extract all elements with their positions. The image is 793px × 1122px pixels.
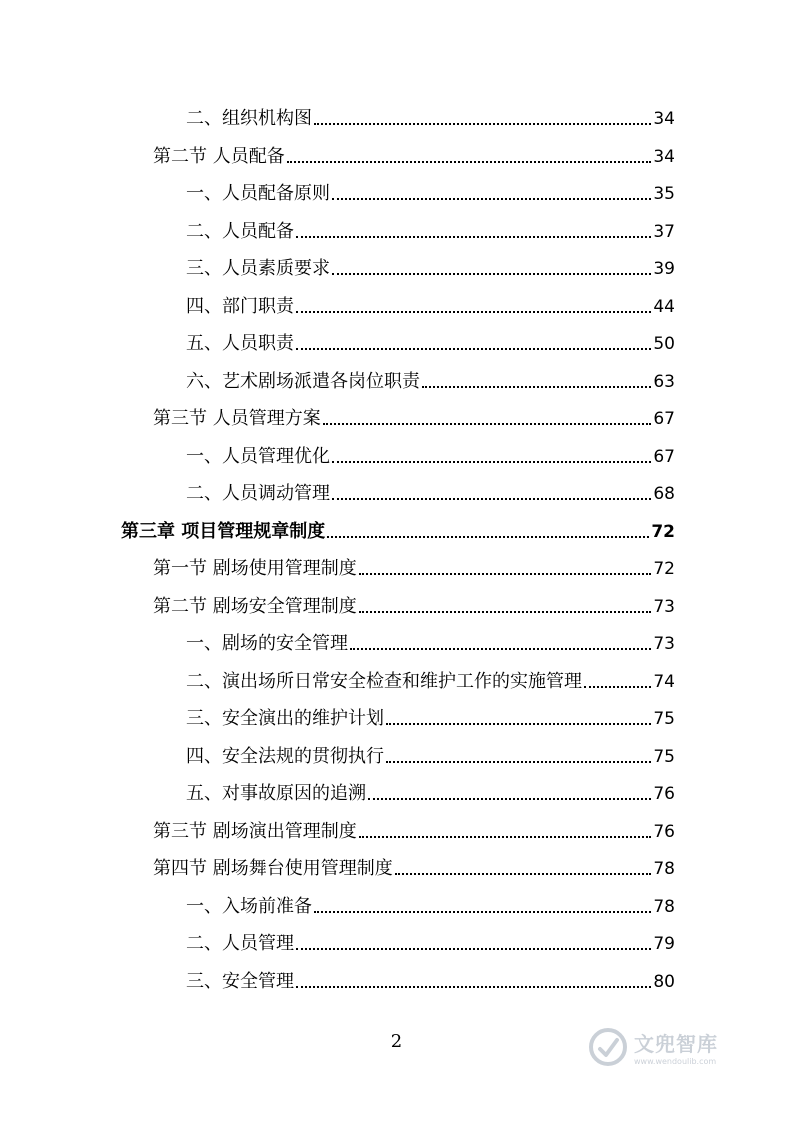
toc-entry-section[interactable] [153,138,675,168]
toc-entry-section[interactable] [153,813,675,843]
toc-entry-label: 第三章 项目管理规章制度 [121,520,326,542]
toc-entry-page: 34 [653,146,675,167]
toc-entry-item[interactable] [186,475,675,505]
toc-dot-leader [332,198,651,200]
toc-dot-leader [314,911,651,913]
toc-entry-label: 二、演出场所日常安全检查和维护工作的实施管理 [186,670,582,692]
toc-entry-page: 67 [653,409,675,429]
toc-entry-item[interactable] [186,963,675,993]
toc-entry-item[interactable] [186,213,675,243]
toc-entry-label: 五、人员职责 [186,333,294,354]
toc-entry-label: 二、组织机构图 [186,108,312,129]
toc-dot-leader [323,423,652,425]
toc-entry-page: 50 [653,334,675,354]
toc-dot-leader [296,311,651,313]
toc-dot-leader [386,723,651,725]
toc-entry-page: 44 [653,296,675,317]
toc-entry-label: 四、安全法规的贯彻执行 [186,745,384,767]
toc-entry-label: 一、人员管理优化 [186,445,330,467]
toc-entry-item[interactable] [186,100,675,130]
toc-dot-leader [359,611,652,613]
toc-entry-page: 34 [653,109,675,129]
toc-entry-item[interactable] [186,775,675,805]
toc-entry-label: 三、安全演出的维护计划 [186,708,384,729]
toc-entry-page: 63 [653,371,675,392]
toc-entry-item[interactable] [186,250,675,280]
toc-dot-leader [287,161,652,163]
toc-dot-leader [386,761,651,763]
toc-entry-section[interactable] [153,400,675,430]
toc-entry-label: 第三节 人员管理方案 [153,408,321,429]
toc-entry-item[interactable] [186,363,675,393]
toc-entry-label: 三、人员素质要求 [186,258,330,279]
toc-entry-page: 68 [653,484,675,504]
toc-entry-label: 三、安全管理 [186,970,294,992]
toc-entry-page: 78 [653,896,675,917]
toc-entry-page: 80 [653,971,675,992]
toc-entry-page: 79 [653,934,675,954]
toc-dot-leader [350,648,651,650]
toc-entry-item[interactable] [186,288,675,318]
toc-entry-label: 一、入场前准备 [186,895,312,917]
toc-entry-page: 75 [653,746,675,767]
toc-entry-page: 78 [653,859,675,879]
toc-entry-label: 五、对事故原因的追溯 [186,783,366,804]
toc-entry-page: 73 [653,596,675,617]
toc-entry-page: 73 [653,634,675,654]
toc-entry-item[interactable] [186,700,675,730]
toc-entry-item[interactable] [186,738,675,768]
page-number: 2 [390,1031,403,1052]
toc-dot-leader [422,386,651,388]
watermark [588,1022,758,1072]
toc-entry-label: 第二节 剧场安全管理制度 [153,595,357,617]
toc-entry-label: 一、人员配备原则 [186,183,330,204]
toc-dot-leader [359,573,652,575]
toc-entry-label: 一、剧场的安全管理 [186,633,348,654]
toc-dot-leader [296,348,651,350]
toc-entry-page: 75 [653,709,675,729]
toc-dot-leader [332,461,651,463]
toc-entry-item[interactable] [186,925,675,955]
toc-entry-item[interactable] [186,325,675,355]
toc-dot-leader [296,236,651,238]
toc-entry-item[interactable] [186,663,675,693]
toc-entry-item[interactable] [186,438,675,468]
toc-entry-chapter[interactable] [121,513,675,543]
toc-entry-page: 67 [653,446,675,467]
toc-dot-leader [296,986,651,988]
toc-dot-leader [395,873,652,875]
toc-entry-label: 第二节 人员配备 [153,145,285,167]
toc-entry-label: 六、艺术剧场派遣各岗位职责 [186,370,420,392]
toc-dot-leader [332,498,651,500]
toc-entry-label: 第三节 剧场演出管理制度 [153,820,357,842]
watermark-url: www.wendoulib.com [634,1057,717,1066]
toc-entry-section[interactable] [153,550,675,580]
toc-entry-section[interactable] [153,588,675,618]
toc-entry-page: 37 [653,221,675,242]
toc-entry-label: 二、人员调动管理 [186,483,330,504]
toc-dot-leader [584,686,651,688]
toc-entry-item[interactable] [186,625,675,655]
toc-dot-leader [314,123,651,125]
toc-entry-page: 76 [653,784,675,804]
toc-entry-page: 74 [653,671,675,692]
toc-dot-leader [327,536,649,538]
toc-dot-leader [296,948,651,950]
toc-entry-label: 第一节 剧场使用管理制度 [153,558,357,579]
toc-entry-page: 72 [653,559,675,579]
watermark-logo-icon [588,1027,628,1067]
toc-dot-leader [368,798,651,800]
toc-entry-item[interactable] [186,888,675,918]
toc-entry-page: 76 [653,821,675,842]
toc-entry-label: 二、人员配备 [186,220,294,242]
toc-entry-page: 35 [653,184,675,204]
toc-entry-page: 72 [651,521,675,542]
toc-entry-label: 第四节 剧场舞台使用管理制度 [153,858,393,879]
toc-entry-section[interactable] [153,850,675,880]
toc-entry-label: 四、部门职责 [186,295,294,317]
toc-dot-leader [359,836,652,838]
toc-entry-item[interactable] [186,175,675,205]
toc-dot-leader [332,273,651,275]
watermark-name: 文兜智库 [634,1032,718,1056]
toc-entry-page: 39 [653,259,675,279]
toc-entry-label: 二、人员管理 [186,933,294,954]
